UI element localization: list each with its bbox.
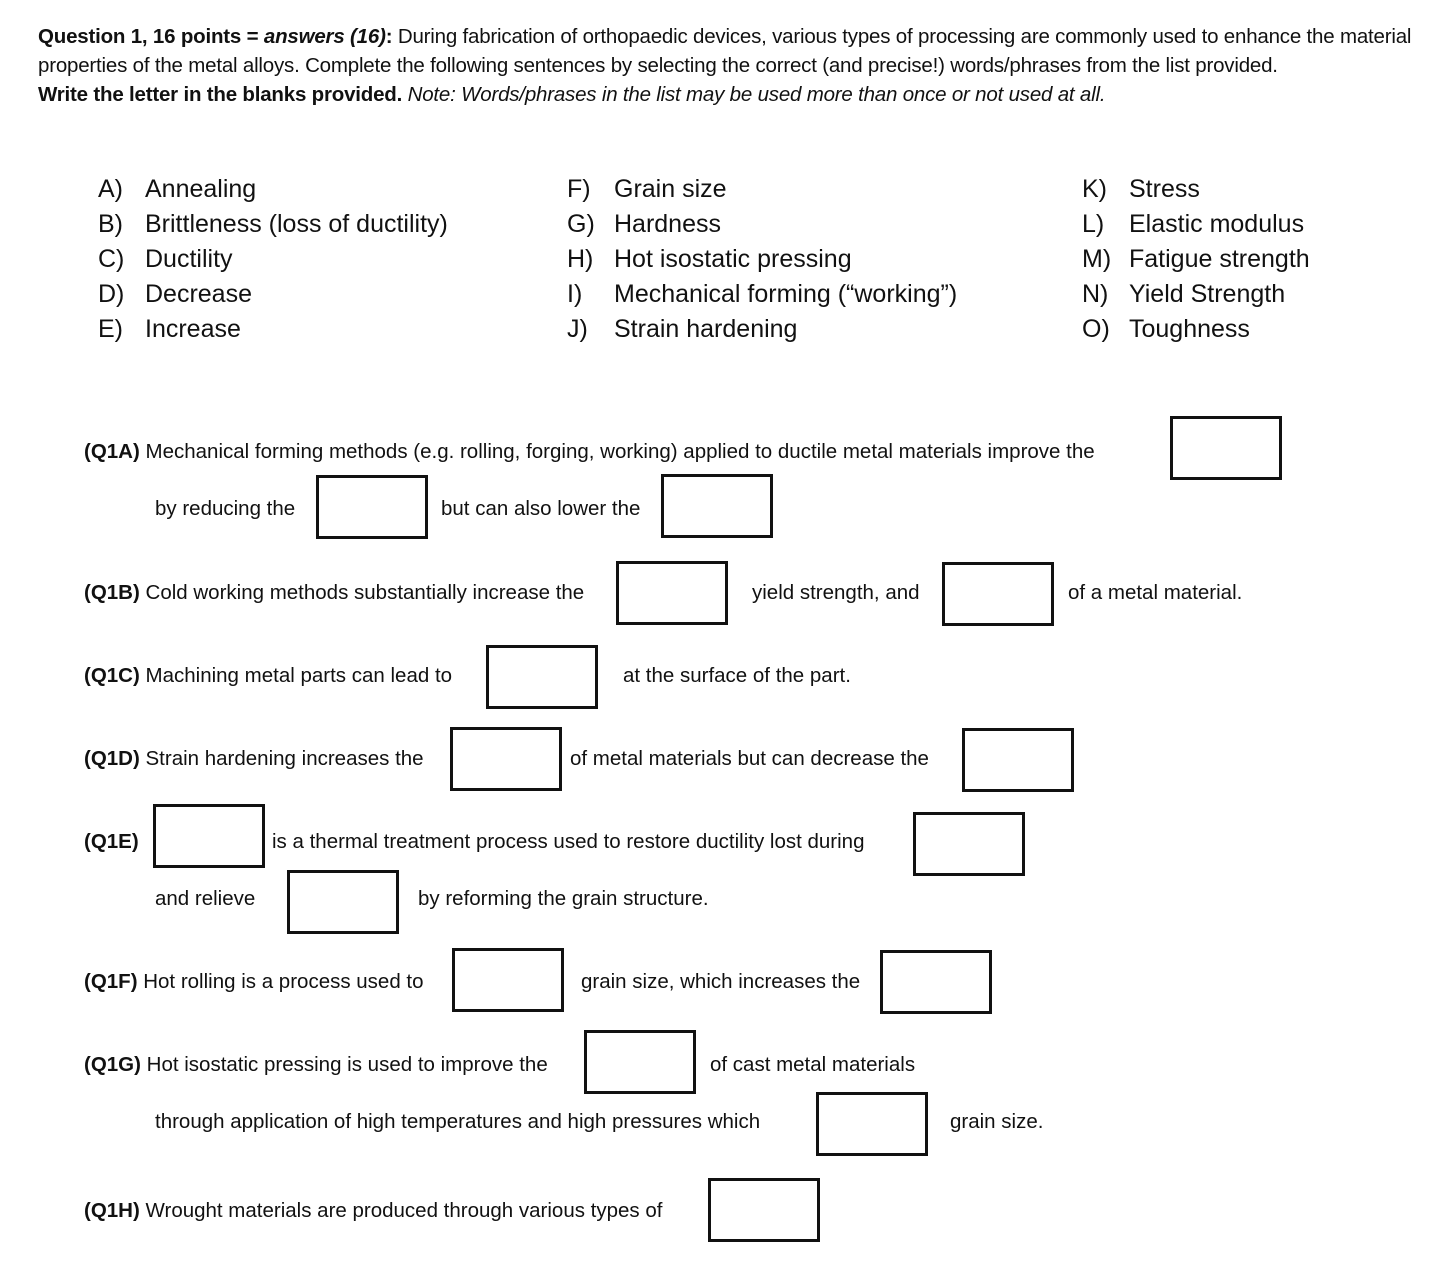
q1a-text-3: but can also lower the <box>441 497 641 520</box>
question-header <box>38 22 1438 109</box>
q1d-blank-1[interactable] <box>450 727 562 791</box>
q1e-text-3: by reforming the grain structure. <box>418 887 709 910</box>
q1e-blank-1[interactable] <box>153 804 265 868</box>
q1e-line-1 <box>84 830 139 854</box>
q1g-text-4: grain size. <box>950 1110 1044 1133</box>
q1c-label: (Q1C) <box>84 664 140 687</box>
q1c-text-2: at the surface of the part. <box>623 664 851 687</box>
q1e-text-2: and relieve <box>155 887 256 910</box>
q1c-line-1: (Q1C) Machining metal parts can lead to <box>84 664 453 687</box>
q1e-text-1: is a thermal treatment process used to restore ductility lost during <box>272 830 865 853</box>
q1a-blank-3[interactable] <box>661 474 773 538</box>
q1a-blank-1[interactable] <box>1170 416 1282 480</box>
q1g-line-1: (Q1G) Hot isostatic pressing is used to improve the <box>84 1053 548 1076</box>
q1f-text-2: grain size, which increases the <box>581 970 861 993</box>
question-note: Note: Words/phrases in the list may be used more than once or not used at all. <box>402 83 1106 106</box>
q1b-text-2: yield strength, and <box>752 581 920 604</box>
q1f-blank-2[interactable] <box>880 950 992 1014</box>
q1a-label: (Q1A) <box>84 440 140 463</box>
q1e-blank-2[interactable] <box>913 812 1025 876</box>
q1d-label: (Q1D) <box>84 747 140 770</box>
q1g-blank-1[interactable] <box>584 1030 696 1094</box>
q1d-text-2: of metal materials but can decrease the <box>570 747 929 770</box>
q1h-label: (Q1H) <box>84 1199 140 1222</box>
q1a-line-1: (Q1A) Mechanical forming methods (e.g. rolling, forging, working) applied to ductile metal materials improve the <box>84 440 1095 463</box>
question-intro: During fabrication of orthopaedic devices, various types of processing are commonly used to enhance the material properties of the metal alloys. Complete the following sentences by selecting the correct (and precise!) words/phrases from the list provided. <box>38 25 1412 77</box>
q1b-label: (Q1B) <box>84 581 140 604</box>
q1f-blank-1[interactable] <box>452 948 564 1012</box>
q1h-blank-1[interactable] <box>708 1178 820 1242</box>
q1g-text-2: of cast metal materials <box>710 1053 916 1076</box>
q1a-text-2: by reducing the <box>155 497 296 520</box>
q1c-blank-1[interactable] <box>486 645 598 709</box>
question-title: Question 1, 16 points = <box>38 25 264 48</box>
q1b-blank-2[interactable] <box>942 562 1054 626</box>
q1b-blank-1[interactable] <box>616 561 728 625</box>
q1a-blank-2[interactable] <box>316 475 428 539</box>
q1b-line-1: (Q1B) Cold working methods substantially increase the <box>84 581 585 604</box>
q1d-line-1: (Q1D) Strain hardening increases the <box>84 747 424 770</box>
q1f-label: (Q1F) <box>84 970 138 993</box>
q1e-blank-3[interactable] <box>287 870 399 934</box>
q1g-text-3: through application of high temperatures and high pressures which <box>155 1110 761 1133</box>
question-instruction: Write the letter in the blanks provided. <box>38 83 403 106</box>
q1d-blank-2[interactable] <box>962 728 1074 792</box>
q1f-line-1: (Q1F) Hot rolling is a process used to <box>84 970 424 993</box>
q1h-line-1: (Q1H) Wrought materials are produced through various types of <box>84 1199 663 1222</box>
q1g-blank-2[interactable] <box>816 1092 928 1156</box>
header-colon: : <box>385 25 393 48</box>
q1g-label: (Q1G) <box>84 1053 141 1076</box>
answers-label: answers (16) <box>263 25 386 48</box>
q1b-text-3: of a metal material. <box>1068 581 1243 604</box>
q1e-label: (Q1E) <box>84 830 139 853</box>
